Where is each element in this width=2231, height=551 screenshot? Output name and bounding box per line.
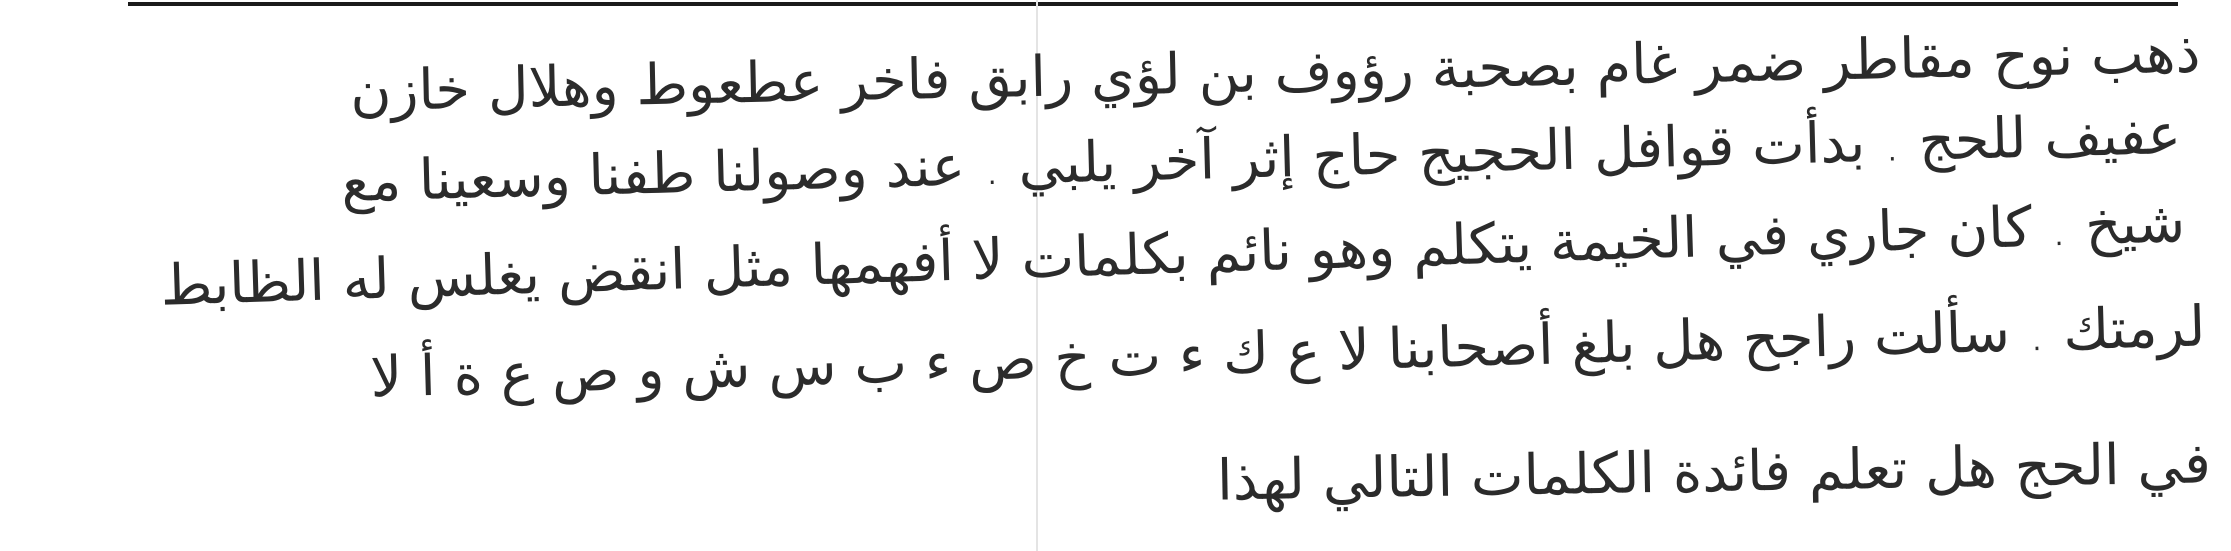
top-rule-line <box>128 2 2178 6</box>
text-line-4: لرمتك . سألت راجح هل بلغ أصحابنا لا ع ك ء ت خ ص ء ب س ش و ص ع ة أ لا <box>369 294 2207 411</box>
text-line-5: في الحج هل تعلم فائدة الكلمات التالي لهذا <box>1216 431 2212 514</box>
text-line-3: شيخ . كان جاري في الخيمة يتكلم وهو نائم بكلمات لا أفهمها مثل انقض يغلس له الظابط <box>159 190 2187 319</box>
text-line-1: ذهب نوح مقاطر ضمر غام بصحبة رؤوف بن لؤي رابق فاخر عطعوط وهلال خازن <box>350 20 2202 125</box>
text-line-2: عفيف للحج . بدأت قوافل الحجيج حاج إثر آخر يلبي . عند وصولنا طفنا وسعينا مع <box>340 101 2182 216</box>
